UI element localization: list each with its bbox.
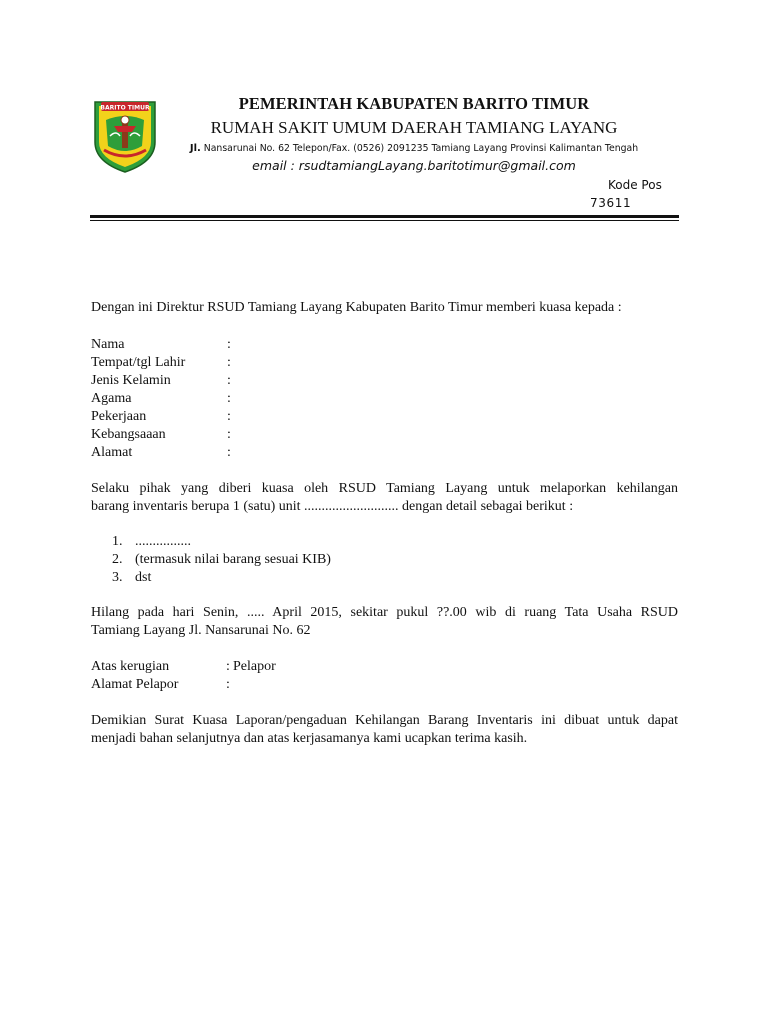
list-text: dst (135, 570, 152, 585)
field-nama (91, 336, 491, 354)
field-label: Tempat/tgl Lahir (91, 355, 186, 370)
field-colon: : (227, 409, 231, 424)
list-text: ................ (135, 534, 191, 549)
paragraph-line: Demikian Surat Kuasa Laporan/pengaduan Kehilangan Barang Inventaris ini dibuat untuk dapat (91, 713, 678, 728)
authorization-paragraph (91, 480, 678, 516)
field-colon: : (227, 355, 231, 370)
field-label: Jenis Kelamin (91, 373, 171, 388)
field-agama (91, 390, 491, 408)
field-jenis-kelamin (91, 372, 491, 390)
paragraph-line: barang inventaris berupa 1 (satu) unit ........................... dengan detail sebagai berikut : (91, 499, 574, 514)
letterhead-address (150, 143, 678, 154)
logo-label: BARITO TIMUR (100, 104, 150, 112)
barito-timur-emblem (92, 96, 158, 174)
loss-paragraph (91, 604, 678, 640)
field-colon: : (227, 373, 231, 388)
field-colon: : (226, 659, 230, 674)
intro-text: Dengan ini Direktur RSUD Tamiang Layang Kabupaten Barito Timur memberi kuasa kepada : (91, 300, 622, 315)
field-label: Atas kerugian (91, 659, 170, 674)
field-alamat (91, 444, 491, 462)
list-number: 3. (112, 570, 123, 585)
field-colon: : (227, 337, 231, 352)
field-colon: : (227, 445, 231, 460)
field-label: Kebangsaaan (91, 427, 166, 442)
field-label: Nama (91, 337, 125, 352)
list-text: (termasuk nilai barang sesuai KIB) (135, 552, 331, 567)
field-value: Pelapor (233, 659, 276, 674)
field-pekerjaan (91, 408, 491, 426)
field-label: Agama (91, 391, 132, 406)
postal-label: Kode Pos (608, 178, 662, 192)
field-label: Alamat Pelapor (91, 677, 179, 692)
list-number: 2. (112, 552, 123, 567)
field-colon: : (227, 391, 231, 406)
address-prefix: Jl. (189, 143, 201, 154)
field-colon: : (226, 677, 230, 692)
paragraph-line: Hilang pada hari Senin, ..... April 2015, sekitar pukul ??.00 wib di ruang Tata Usaha RSUD (91, 605, 678, 620)
letterhead-government: PEMERINTAH KABUPATEN BARITO TIMUR (238, 94, 590, 113)
postal-code: 73611 (590, 196, 632, 210)
list-number: 1. (112, 534, 123, 549)
letterhead-rule-thick (90, 215, 679, 218)
field-kebangsaan (91, 426, 491, 444)
address-text: Nansarunai No. 62 Telepon/Fax. (0526) 2091235 Tamiang Layang Provinsi Kalimantan Tengah (203, 143, 639, 154)
field-label: Alamat (91, 445, 133, 460)
closing-paragraph (91, 712, 678, 748)
letterhead-rule-thin (90, 220, 679, 221)
field-tempat-tgl-lahir (91, 354, 491, 372)
field-alamat-pelapor (91, 676, 491, 694)
letterhead-hospital: RUMAH SAKIT UMUM DAERAH TAMIANG LAYANG (210, 118, 618, 137)
paragraph-line: Tamiang Layang Jl. Nansarunai No. 62 (91, 623, 311, 638)
field-atas-kerugian (91, 658, 491, 676)
paragraph-line: menjadi bahan selanjutnya dan atas kerjasamanya kami ucapkan terima kasih. (91, 731, 528, 746)
letterhead-email: email : rsudtamiangLayang.baritotimur@gmail.com (252, 158, 576, 173)
field-label: Pekerjaan (91, 409, 147, 424)
field-colon: : (227, 427, 231, 442)
paragraph-line: Selaku pihak yang diberi kuasa oleh RSUD Tamiang Layang untuk melaporkan kehilangan (91, 481, 678, 496)
